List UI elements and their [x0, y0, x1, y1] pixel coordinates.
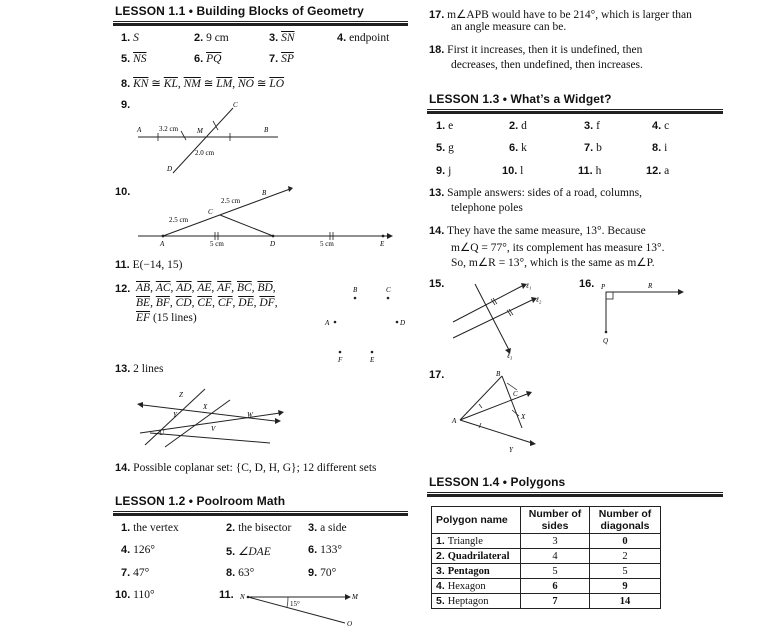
point-label-m: M	[352, 593, 358, 601]
answer-text: m∠Q = 77°, its complement has measure 13°.	[451, 242, 665, 254]
item-number: 2.	[194, 32, 204, 44]
item-number: 11.	[578, 165, 593, 177]
angle-label: 15°	[290, 600, 300, 608]
answer-row	[194, 32, 229, 44]
segment-label: $\overline{BD}$	[257, 282, 273, 294]
item-number: 17.	[429, 9, 445, 21]
item-number: 14.	[115, 462, 131, 474]
header-rule	[427, 111, 723, 114]
item-number: 18.	[429, 44, 445, 56]
polygon-table	[431, 506, 661, 609]
segment-label: $\overline{EF}$	[136, 312, 151, 324]
item-number: 7.	[121, 567, 131, 579]
segment-label: $\overline{LO}$	[269, 78, 285, 90]
point-label-b: B	[264, 126, 269, 134]
answer-text: an angle measure can be.	[451, 21, 567, 33]
answer-text: ∠DAE	[238, 546, 271, 558]
answer-text: l	[520, 165, 524, 177]
answer-row	[115, 462, 377, 474]
item-number: 4.	[337, 32, 347, 44]
item-number: 4.	[652, 120, 662, 132]
lesson-1-2-header: LESSON 1.2 • Poolroom Math	[115, 494, 286, 508]
item-number: 11.	[219, 589, 234, 601]
answer-row	[652, 120, 669, 132]
point-label-x: X	[203, 403, 208, 411]
table-cell: 5	[590, 564, 661, 579]
segment-label: $\overline{CE}$	[197, 297, 213, 309]
point-label-q: Q	[603, 337, 609, 345]
answer-text: 2 lines	[133, 363, 164, 375]
item-number: 12.	[115, 283, 131, 295]
table-cell: 2	[590, 549, 661, 564]
point-label-f: F	[338, 356, 343, 364]
table-cell: 0	[590, 534, 661, 549]
table-cell: 4	[521, 549, 590, 564]
item-number: 9.	[308, 567, 318, 579]
item-number: 16.	[579, 278, 595, 290]
line-label-l2: ℓ₂	[536, 296, 542, 304]
table-cell: 14	[590, 594, 661, 609]
item-number: 1.	[436, 120, 446, 132]
point-label-y: Y	[173, 411, 177, 419]
segment-label: $\overline{LM}$	[216, 78, 233, 90]
answer-text: 9 cm	[206, 32, 229, 44]
point-label-c: C	[233, 101, 238, 109]
answer-text: m∠APB would have to be 214°, which is larger than	[447, 9, 692, 21]
table-row	[432, 594, 661, 609]
congruent-symbol: ≅	[203, 78, 214, 90]
q16-perpendicular-diagram	[598, 280, 688, 350]
answer-text: the bisector	[238, 522, 292, 534]
answer-text: j	[448, 165, 452, 177]
separator: ,	[232, 78, 236, 90]
point-label-c: C	[386, 286, 391, 294]
answer-row	[308, 567, 336, 579]
congruent-symbol: ≅	[256, 78, 267, 90]
answer-text: E(−14, 15)	[132, 259, 183, 271]
segment-label: $\overline{AF}$	[217, 282, 232, 294]
item-number: 1.	[121, 32, 131, 44]
point-label-a: A	[452, 417, 457, 425]
item-number: 1.	[121, 522, 131, 534]
point-label-o: O	[347, 620, 353, 628]
table-cell: 2. Quadrilateral	[432, 549, 521, 564]
item-number: 2.	[226, 522, 236, 534]
answer-row	[115, 589, 155, 601]
answer-text: Sample answers: sides of a road, columns,	[447, 187, 642, 199]
item-number: 3.	[269, 32, 279, 44]
point-label-w: W	[247, 411, 253, 419]
item-number: 10.	[115, 186, 131, 198]
answer-row	[226, 544, 271, 558]
length-label: 5 cm	[210, 240, 224, 248]
table-cell: 5. Heptagon	[432, 594, 521, 609]
point-label-e: E	[380, 240, 385, 248]
answer-text: (15 lines)	[152, 312, 197, 324]
table-cell: 5	[521, 564, 590, 579]
segment-list-line	[136, 312, 197, 324]
answer-row	[429, 225, 646, 237]
point-label-z: Z	[179, 391, 183, 399]
table-cell: 7	[521, 594, 590, 609]
item-number: 17.	[429, 369, 445, 381]
item-number: 8.	[652, 142, 662, 154]
answer-row	[509, 120, 527, 132]
line-label-l3: ℓ₃	[507, 352, 513, 360]
answer-text: 133°	[320, 544, 342, 556]
congruent-symbol: ≅	[151, 78, 161, 90]
separator: ,	[177, 78, 181, 90]
answer-text: First it increases, then it is undefined, then	[447, 44, 643, 56]
segment-label: $\overline{AD}$	[176, 282, 192, 294]
q15-lines-diagram	[447, 280, 557, 360]
answer-row	[308, 544, 342, 556]
answer-text: g	[448, 142, 454, 154]
answer-row	[194, 53, 221, 65]
header-rule	[113, 513, 408, 516]
answer-row	[652, 142, 667, 154]
answer-row	[269, 32, 294, 44]
segment-list-line: $\overline{BE}$, $\overline{BF}$, $\overline{CD}$, $\overline{CE}$, $\overline{CF}$, $\overline{DE}$, $\overline{DF}$,	[136, 297, 278, 309]
answer-text: k	[521, 142, 527, 154]
answer-row	[121, 522, 179, 534]
item-number: 7.	[269, 53, 279, 65]
answer-text: 63°	[238, 567, 255, 579]
segment-label: $\overline{NO}$	[238, 78, 254, 90]
answer-text: f	[596, 120, 600, 132]
header-rule	[113, 23, 408, 26]
answer-text: So, m∠R = 13°, which is the same as m∠P.	[451, 257, 655, 269]
answer-text: 47°	[133, 567, 150, 579]
item-number: 11.	[115, 259, 130, 271]
answer-text: decreases, then undefined, then increases.	[451, 59, 643, 71]
table-row	[432, 564, 661, 579]
answer-text: S	[133, 32, 139, 44]
item-number: 9.	[436, 165, 446, 177]
answer-row	[337, 32, 389, 44]
table-row	[432, 549, 661, 564]
answer-row	[121, 53, 146, 65]
table-cell: 3. Pentagon	[432, 564, 521, 579]
answer-row	[429, 7, 692, 21]
column-header: Number of sides	[521, 507, 590, 534]
table-row	[432, 579, 661, 594]
answer-text: i	[664, 142, 668, 154]
answer-row	[269, 53, 294, 65]
point-label-m: M	[197, 127, 203, 135]
lesson-1-4-header: LESSON 1.4 • Polygons	[429, 475, 566, 489]
table-cell: 1. Triangle	[432, 534, 521, 549]
point-label-d: D	[270, 240, 276, 248]
column-header: Number of diagonals	[590, 507, 661, 534]
header-rule	[427, 494, 723, 497]
item-number: 3.	[584, 120, 594, 132]
arrowhead	[288, 186, 293, 192]
segment-label: $\overline{KN}$	[133, 78, 149, 90]
answer-text: 110°	[133, 589, 155, 601]
item-number: 15.	[429, 278, 445, 290]
q12-points-diagram	[318, 282, 418, 367]
segment-label: $\overline{AB}$	[136, 282, 151, 294]
answer-row	[436, 142, 454, 154]
answer-text: telephone poles	[451, 202, 523, 214]
answer-text: the vertex	[133, 522, 179, 534]
answer-text: 70°	[320, 567, 337, 579]
segment-label: $\overline{AE}$	[197, 282, 212, 294]
segment-label: $\overline{CF}$	[217, 297, 233, 309]
answer-row	[436, 165, 451, 177]
point-label-a: A	[137, 126, 142, 134]
length-label: 3.2 cm	[159, 125, 179, 133]
item-number: 8.	[226, 567, 236, 579]
answer-text: a	[664, 165, 670, 177]
header-rule	[427, 492, 723, 493]
item-number: 9.	[121, 99, 131, 111]
item-number: 6.	[194, 53, 204, 65]
segment-label: $\overline{CD}$	[175, 297, 192, 309]
point-label-x: X	[521, 413, 526, 421]
segment-label: $\overline{BC}$	[236, 282, 252, 294]
answer-row	[429, 187, 642, 199]
point-label-a: A	[160, 240, 165, 248]
answer-row	[115, 259, 182, 271]
answer-text: h	[595, 165, 602, 177]
answer-row	[121, 76, 284, 90]
item-number: 3.	[308, 522, 318, 534]
segment-label: $\overline{KL}$	[163, 78, 178, 90]
q11-angle-diagram	[240, 588, 365, 628]
table-cell: 4. Hexagon	[432, 579, 521, 594]
answer-row	[226, 522, 291, 534]
point-label-a: A	[325, 319, 330, 327]
point-label-p: P	[601, 283, 606, 291]
answer-row	[436, 120, 453, 132]
segment-label: $\overline{BE}$	[136, 297, 151, 309]
answer-text: c	[664, 120, 670, 132]
point-label-e: E	[370, 356, 375, 364]
point-label-b: B	[496, 370, 501, 378]
answer-text: 126°	[133, 544, 155, 556]
header-rule	[427, 109, 723, 110]
answer-text: $\overline{PQ}$	[206, 53, 222, 65]
point-label-v: V	[211, 425, 216, 433]
point-label-r: R	[648, 282, 653, 290]
length-label: 2.0 cm	[195, 149, 215, 157]
answer-text: $\overline{NS}$	[133, 53, 147, 65]
length-label: 2.5 cm	[221, 197, 241, 205]
segment-label: $\overline{DE}$	[238, 297, 254, 309]
point-label-u: U	[159, 429, 165, 437]
table-cell: 6	[521, 579, 590, 594]
item-number: 8.	[121, 78, 131, 90]
segment-label: $\overline{DF}$	[259, 297, 275, 309]
point-label-b: B	[262, 189, 267, 197]
lesson-1-1-header: LESSON 1.1 • Building Blocks of Geometry	[115, 4, 364, 18]
header-rule	[113, 21, 408, 22]
answer-row	[226, 567, 254, 579]
header-rule	[113, 511, 408, 512]
point-label-d: D	[400, 319, 406, 327]
table-row	[432, 534, 661, 549]
arrowhead	[387, 233, 393, 239]
item-number: 14.	[429, 225, 445, 237]
segment-label: $\overline{NM}$	[183, 78, 201, 90]
item-number: 12.	[646, 165, 662, 177]
answer-row	[121, 567, 149, 579]
item-number: 6.	[308, 544, 318, 556]
answer-text: a side	[320, 522, 347, 534]
answer-row	[584, 142, 602, 154]
q9-segment-diagram	[133, 98, 293, 178]
q13-lines-diagram	[135, 385, 295, 455]
segment-list-line: $\overline{AB}$, $\overline{AC}$, $\overline{AD}$, $\overline{AE}$, $\overline{AF}$, $\overline{BC}$, $\overline{BD}$,	[136, 282, 276, 294]
item-number: 5.	[436, 142, 446, 154]
answer-text: e	[448, 120, 454, 132]
point-label-n: N	[240, 593, 245, 601]
segment-label: $\overline{AC}$	[155, 282, 171, 294]
answer-row	[584, 120, 600, 132]
item-number: 2.	[509, 120, 519, 132]
answer-text: Possible coplanar set: {C, D, H, G}; 12 different sets	[133, 462, 377, 474]
answer-row	[502, 165, 523, 177]
answer-text: endpoint	[349, 32, 390, 44]
point-label-d: D	[167, 165, 173, 173]
answer-text: $\overline{SP}$	[281, 53, 294, 65]
table-cell: 3	[521, 534, 590, 549]
item-number: 5.	[226, 546, 236, 558]
point-label-c: C	[208, 208, 213, 216]
table-header-row	[432, 507, 661, 534]
answer-row	[578, 165, 601, 177]
answer-row	[121, 544, 155, 556]
answer-text: $\overline{SN}$	[281, 32, 295, 44]
point-label-c: C	[513, 390, 518, 398]
table-cell: 9	[590, 579, 661, 594]
answer-text: They have the same measure, 13°. Because	[446, 225, 646, 237]
segment-label: $\overline{BF}$	[155, 297, 170, 309]
answer-text: b	[596, 142, 602, 154]
column-header: Polygon name	[432, 507, 521, 534]
point-label-b: B	[353, 286, 358, 294]
item-number: 10.	[502, 165, 518, 177]
q17-angle-diagram	[447, 368, 557, 458]
item-number: 5.	[121, 53, 131, 65]
line-label-l1: ℓ₁	[526, 282, 532, 290]
answer-row	[646, 165, 669, 177]
length-label: 2.5 cm	[169, 216, 189, 224]
answer-row	[121, 32, 139, 44]
item-number: 13.	[429, 187, 445, 199]
item-number: 6.	[509, 142, 519, 154]
point-label-y: Y	[509, 446, 513, 454]
item-number: 13.	[115, 363, 131, 375]
answer-text: d	[521, 120, 527, 132]
answer-row	[115, 363, 164, 375]
length-label: 5 cm	[320, 240, 334, 248]
q10-ray-diagram	[135, 183, 405, 253]
answer-row	[429, 44, 642, 56]
item-number: 7.	[584, 142, 594, 154]
answer-row	[308, 522, 347, 534]
item-number: 4.	[121, 544, 131, 556]
answer-row	[509, 142, 527, 154]
item-number: 10.	[115, 589, 131, 601]
lesson-1-3-header: LESSON 1.3 • What’s a Widget?	[429, 92, 612, 106]
